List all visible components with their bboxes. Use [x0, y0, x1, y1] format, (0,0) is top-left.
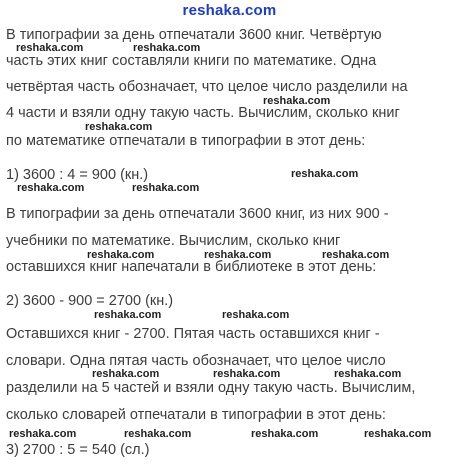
watermark: reshaka.com	[94, 309, 162, 321]
watermark: reshaka.com	[16, 42, 84, 54]
text-line: оставшихся книг напечатали в библиотеке в этот день:	[6, 259, 377, 275]
watermark: reshaka.com	[222, 309, 290, 321]
watermark: reshaka.com	[85, 121, 153, 133]
watermark: reshaka.com	[334, 368, 402, 380]
watermark: reshaka.com	[204, 249, 272, 261]
text-line: часть этих книг составляли книги по математике. Одна	[6, 53, 377, 69]
text-line: В типографии за день отпечатали 3600 книг, из них 900 -	[6, 206, 389, 222]
text-line: четвёртая часть обозначает, что целое число разделили на	[6, 79, 408, 95]
watermark: reshaka.com	[322, 249, 390, 261]
watermark: reshaka.com	[291, 168, 359, 180]
site-title[interactable]: reshaka.com	[182, 2, 277, 19]
text-line: В типографии за день отпечатали 3600 книг. Четвёртую	[6, 27, 382, 43]
text-line: сколько словарей отпечатали в типографии в этот день:	[6, 407, 386, 423]
text-line: Оставшихся книг - 2700. Пятая часть оставшихся книг -	[6, 326, 380, 342]
watermark: reshaka.com	[124, 428, 192, 440]
text-line: 4 части и взяли одну такую часть. Вычислим, сколько книг	[6, 105, 400, 121]
text-line: 3) 2700 : 5 = 540 (сл.)	[6, 442, 150, 458]
watermark: reshaka.com	[133, 42, 201, 54]
text-line: 2) 3600 - 900 = 2700 (кн.)	[6, 293, 174, 309]
watermark: reshaka.com	[364, 428, 432, 440]
watermark: reshaka.com	[213, 368, 281, 380]
watermark: reshaka.com	[9, 428, 77, 440]
text-line: по математике отпечатали в типографии в этот день:	[6, 133, 366, 149]
text-line: учебники по математике. Вычислим, сколько книг	[6, 233, 341, 249]
text-line: 1) 3600 : 4 = 900 (кн.)	[6, 167, 149, 183]
watermark: reshaka.com	[251, 428, 319, 440]
watermark: reshaka.com	[17, 182, 85, 194]
watermark: reshaka.com	[87, 249, 155, 261]
text-line: разделили на 5 частей и взяли одну такую часть. Вычислим,	[6, 380, 416, 396]
text-line: словари. Одна пятая часть обозначает, что целое число	[6, 353, 386, 369]
watermark: reshaka.com	[92, 368, 160, 380]
watermark: reshaka.com	[132, 182, 200, 194]
watermark: reshaka.com	[263, 95, 331, 107]
